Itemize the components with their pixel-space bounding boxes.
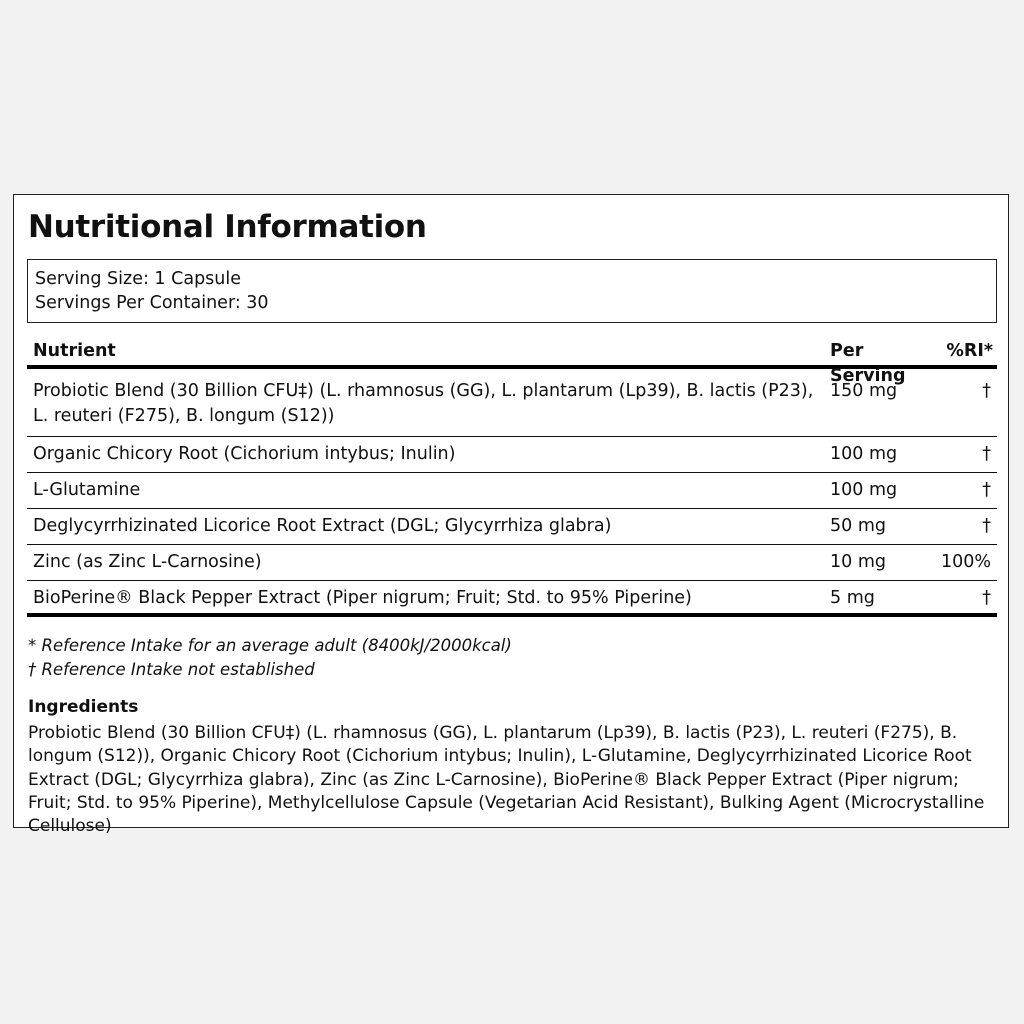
- dagger-footnote: † Reference Intake not established: [28, 659, 315, 679]
- nutrient-amount: 5 mg: [830, 588, 875, 608]
- serving-size: Serving Size: 1 Capsule: [35, 269, 242, 289]
- header-nutrient: Nutrient: [33, 341, 116, 361]
- header-per-serving: Per Serving: [830, 341, 906, 386]
- nutrient-amount: 50 mg: [830, 516, 886, 536]
- footnotes: [28, 634, 512, 681]
- nutrient-name: L-Glutamine: [33, 480, 141, 500]
- nutrient-name: Probiotic Blend (30 Billion CFU‡) (L. rhamnosus (GG), L. plantarum (Lp39), B. lactis (P23), L. reuteri (F275), B. longum (S12)): [33, 381, 814, 426]
- nutrient-ri: †: [982, 444, 991, 464]
- nutrient-ri: †: [982, 381, 991, 401]
- nutrition-label: [13, 194, 1009, 837]
- nutrient-name: Organic Chicory Root (Cichorium intybus; Inulin): [33, 444, 456, 464]
- ri-footnote: * Reference Intake for an average adult (8400kJ/2000kcal): [28, 636, 512, 655]
- nutrient-name: BioPerine® Black Pepper Extract (Piper nigrum; Fruit; Std. to 95% Piperine): [33, 588, 692, 608]
- table-header-row: [27, 327, 997, 386]
- table-row: [27, 509, 997, 545]
- table-row: [27, 473, 997, 509]
- page-title: Nutritional Information: [28, 209, 427, 245]
- servings-per-container: Servings Per Container: 30: [35, 293, 269, 313]
- table-row: [27, 545, 997, 581]
- nutrient-name: Zinc (as Zinc L-Carnosine): [33, 552, 262, 572]
- nutrient-table: [27, 327, 997, 617]
- ingredients-text: Probiotic Blend (30 Billion CFU‡) (L. rhamnosus (GG), L. plantarum (Lp39), B. lactis (P23), L. reuteri (F275), B. longum (S12)), Organic Chicory Root (Cichorium intybus; Inulin), L-Glutamine, Deglycyrrhizinated Licorice Root Extract (DGL; Glycyrrhiza glabra), Zinc (as Zinc L-Carnosine), BioPerine® Black Pepper Extract (Piper nigrum; Fruit; Std. to 95% Piperine), Methylcellulose Capsule (Vegetarian Acid Resistant), Bulking Agent (Microcrystalline Cellulose): [28, 723, 985, 837]
- nutrient-ri: 100%: [940, 552, 991, 572]
- nutrient-name: Deglycyrrhizinated Licorice Root Extract (DGL; Glycyrrhiza glabra): [33, 516, 612, 536]
- nutrient-ri: †: [982, 588, 991, 608]
- table-row: [27, 581, 997, 617]
- table-row: [27, 437, 997, 473]
- serving-info-box: [27, 259, 997, 323]
- header-ri: %RI*: [946, 341, 993, 361]
- table-row: [27, 369, 997, 437]
- nutrient-amount: 10 mg: [830, 552, 886, 572]
- nutrient-ri: †: [982, 516, 991, 536]
- nutrient-amount: 100 mg: [830, 444, 898, 464]
- nutrient-amount: 100 mg: [830, 480, 898, 500]
- nutrient-amount: 150 mg: [830, 381, 898, 401]
- ingredients-heading: Ingredients: [28, 697, 139, 717]
- nutrient-ri: †: [982, 480, 991, 500]
